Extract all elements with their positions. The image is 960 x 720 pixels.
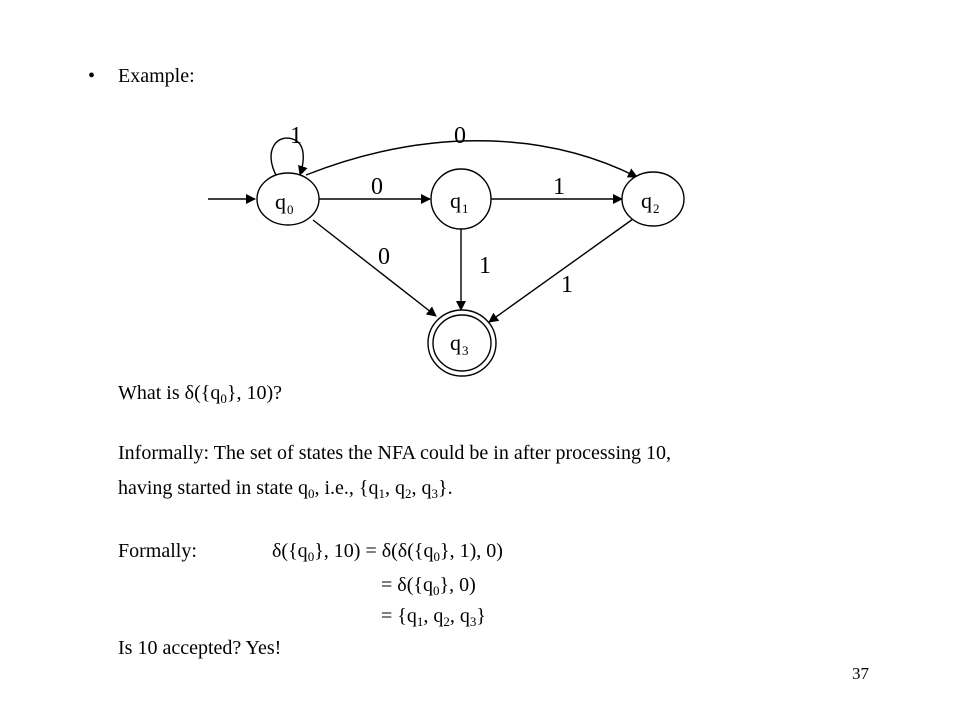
formal-3-c: , q <box>449 605 470 627</box>
informal-sub-1: 1 <box>378 486 385 501</box>
informal-text-e: }. <box>438 477 453 499</box>
informal-text-b: , i.e., {q <box>314 477 379 499</box>
informal-text-d: , q <box>411 477 432 499</box>
example-heading: Example: <box>118 65 195 87</box>
formal-1-c: }, 1), 0) <box>440 540 503 562</box>
state-q0-label: q <box>275 189 286 214</box>
state-q2-label: q <box>641 188 652 213</box>
label-q2-q3: 1 <box>561 272 573 298</box>
question-text: What is δ({q <box>118 382 221 404</box>
formal-line-1 <box>272 539 503 563</box>
formal-1-b: }, 10) = δ(δ({q <box>314 540 434 562</box>
state-q3-label: q <box>450 330 461 355</box>
informal-sub-0: 0 <box>307 486 315 501</box>
formal-line-2 <box>381 573 476 597</box>
formal-3-sub-3: 3 <box>469 614 477 629</box>
informal-sub-2: 2 <box>405 486 412 501</box>
formal-1-sub-a: 0 <box>307 549 315 564</box>
formal-3-b: , q <box>423 605 444 627</box>
label-q1-q2: 1 <box>553 174 565 200</box>
slide-number: 37 <box>852 664 869 683</box>
formal-3-sub-1: 1 <box>416 614 424 629</box>
formal-1-a: δ({q <box>272 540 308 562</box>
transition-q2-q3 <box>489 219 633 322</box>
state-q1-subscript: 1 <box>462 201 469 216</box>
transition-q0-q3 <box>313 220 436 316</box>
state-q3-accepting <box>428 310 496 376</box>
state-q2 <box>622 172 684 226</box>
formal-2-sub: 0 <box>432 583 440 598</box>
formal-1-sub-b: 0 <box>433 549 440 564</box>
state-q0-subscript: 0 <box>287 202 294 217</box>
question-subscript: 0 <box>220 391 227 406</box>
formal-3-a: = {q <box>381 605 417 627</box>
label-q0-q3: 0 <box>378 244 390 270</box>
informal-text-c: , q <box>385 477 405 499</box>
answer-line: Is 10 accepted? Yes! <box>118 637 282 659</box>
state-q1-label: q <box>450 188 461 213</box>
label-q0-q2: 0 <box>454 123 466 149</box>
formal-3-sub-2: 2 <box>443 614 450 629</box>
state-q1 <box>431 169 491 229</box>
state-q0 <box>257 173 319 225</box>
label-q1-q3: 1 <box>479 253 491 279</box>
formal-2-b: }, 0) <box>439 574 476 596</box>
informal-line-1: Informally: The set of states the NFA could be in after processing 10, <box>118 442 672 464</box>
label-q0-q1: 0 <box>371 174 383 200</box>
formal-line-3 <box>381 604 486 628</box>
state-q2-subscript: 2 <box>653 201 660 216</box>
informal-sub-3: 3 <box>431 486 438 501</box>
question-line <box>118 381 282 405</box>
question-text-end: }, 10)? <box>226 382 282 404</box>
label-q0-q0: 1 <box>290 123 302 149</box>
formal-2-a: = δ({q <box>381 574 433 596</box>
formal-label: Formally: <box>118 540 197 562</box>
bullet: • <box>88 65 96 87</box>
informal-text-a: having started in state q <box>118 477 308 499</box>
formal-3-d: } <box>476 605 486 627</box>
state-q3-subscript: 3 <box>462 343 469 358</box>
informal-line-2 <box>118 476 453 500</box>
